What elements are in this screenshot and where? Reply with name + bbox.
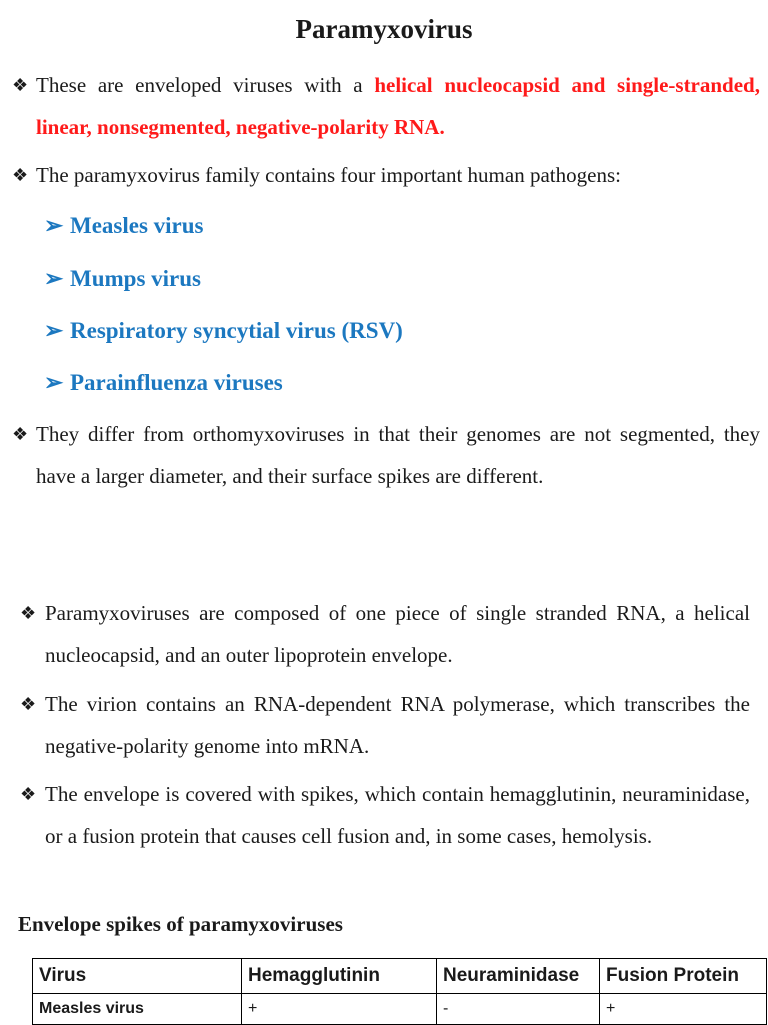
table-row [33, 994, 767, 1025]
diamond-bullet-icon: ❖ [20, 694, 37, 714]
pathogen-label: Parainfluenza viruses [70, 370, 283, 395]
bullet-text: Paramyxoviruses are composed of one piece of single stranded RNA, a helical nucleocapsid, and an outer lipoprotein envelope. [45, 601, 750, 667]
highlight-text: helical nucleocapsid and single-stranded, linear, nonsegmented, negative-polarity RNA. [36, 73, 760, 139]
bullet-envelope-helical [12, 64, 760, 148]
arrow-bullet-icon: ➢ [44, 318, 64, 343]
arrow-bullet-icon: ➢ [44, 266, 64, 291]
pathogen-item [44, 316, 403, 346]
column-header: Hemagglutinin [242, 959, 437, 994]
bullet-text: These are enveloped viruses with a [36, 73, 375, 97]
bullet-family-pathogens [12, 154, 760, 196]
envelope-spikes-table [32, 958, 767, 1025]
pathogen-label: Mumps virus [70, 266, 201, 291]
pathogen-label: Measles virus [70, 213, 204, 238]
bullet-text: The paramyxovirus family contains four important human pathogens: [36, 163, 621, 187]
bullet-text: They differ from orthomyxoviruses in that their genomes are not segmented, they have a larger diameter, and their surface spikes are different. [36, 422, 760, 488]
column-header: Fusion Protein [600, 959, 767, 994]
bullet-envelope-spikes [20, 773, 750, 857]
diamond-bullet-icon: ❖ [12, 75, 29, 95]
arrow-bullet-icon: ➢ [44, 370, 64, 395]
bullet-composition [20, 592, 750, 676]
bullet-polymerase [20, 683, 750, 767]
page-title: Paramyxovirus [295, 14, 473, 44]
table-cell: + [600, 994, 767, 1025]
column-header: Neuraminidase [437, 959, 600, 994]
table-title: Envelope spikes of paramyxoviruses [18, 912, 343, 936]
column-header: Virus [33, 959, 242, 994]
table-cell: Measles virus [33, 994, 242, 1025]
bullet-text: The virion contains an RNA-dependent RNA polymerase, which transcribes the negative-polarity genome into mRNA. [45, 692, 750, 758]
table-cell: - [437, 994, 600, 1025]
arrow-bullet-icon: ➢ [44, 213, 64, 238]
table-header-row [33, 959, 767, 994]
table-cell: + [242, 994, 437, 1025]
pathogen-item [44, 211, 204, 241]
bullet-text: The envelope is covered with spikes, which contain hemagglutinin, neuraminidase, or a fusion protein that causes cell fusion and, in some cases, hemolysis. [45, 782, 750, 848]
pathogen-item [44, 368, 283, 398]
diamond-bullet-icon: ❖ [20, 603, 37, 623]
pathogen-label: Respiratory syncytial virus (RSV) [70, 318, 403, 343]
diamond-bullet-icon: ❖ [12, 165, 29, 185]
diamond-bullet-icon: ❖ [20, 784, 37, 804]
pathogen-item [44, 264, 201, 294]
diamond-bullet-icon: ❖ [12, 424, 29, 444]
bullet-orthomyxo-difference [12, 413, 760, 497]
